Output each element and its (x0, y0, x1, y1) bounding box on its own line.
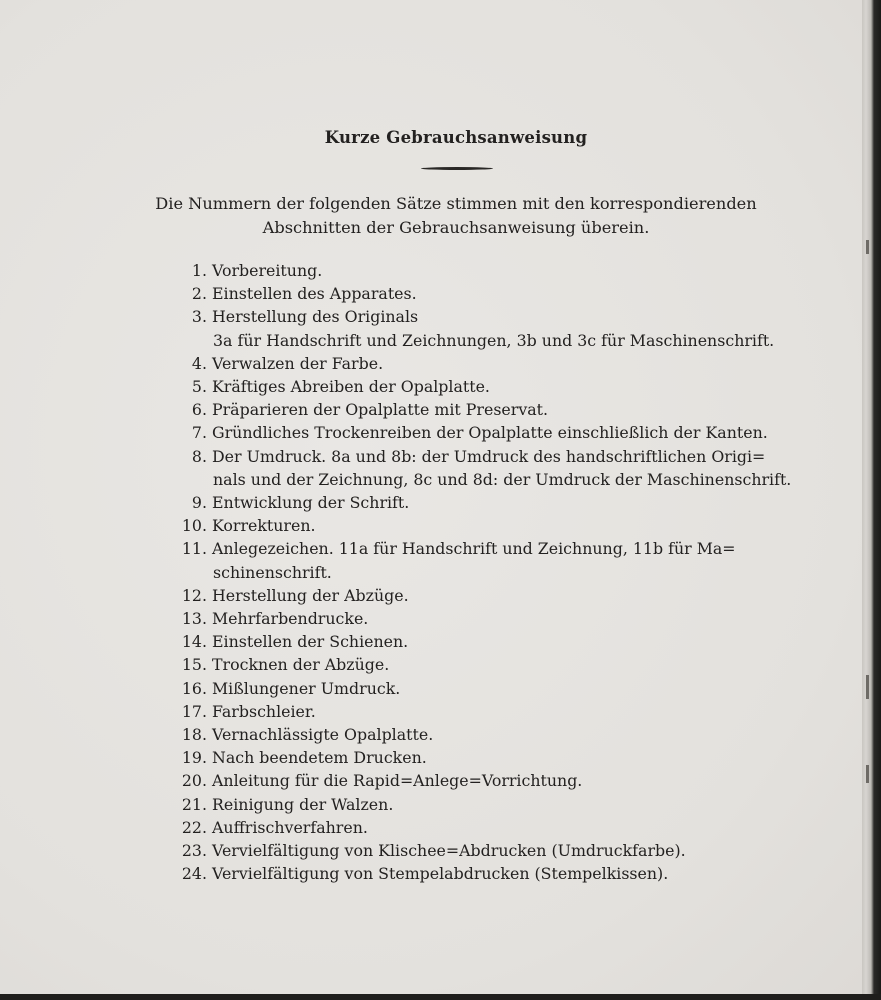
list-item (160, 514, 760, 537)
page-edge-mark (866, 240, 869, 254)
item-number: 3. (191, 307, 207, 327)
item-text-continuation: schinenschrift. (213, 562, 332, 582)
item-text: Präparieren der Opalplatte mit Preservat. (212, 400, 549, 420)
list-item (160, 259, 760, 282)
list-item (160, 445, 792, 491)
item-text: Entwicklung der Schrift. (212, 493, 410, 513)
list-item (160, 746, 760, 769)
item-number: 2. (191, 284, 207, 304)
page-title: Kurze Gebrauchsanweisung (324, 128, 588, 147)
item-number: 5. (191, 377, 207, 397)
item-number: 14. (181, 632, 207, 652)
list-item (160, 352, 760, 375)
item-text: Einstellen des Apparates. (212, 284, 417, 304)
item-number: 9. (191, 493, 207, 513)
page-edge (862, 0, 881, 1000)
item-text-continuation: nals und der Zeichnung, 8c und 8d: der Umdruck der Maschinenschrift. (213, 469, 792, 489)
item-number: 7. (191, 423, 207, 443)
item-text: Nach beendetem Drucken. (212, 748, 427, 768)
item-text: Vernachlässigte Opalplatte. (212, 725, 434, 745)
item-text: Herstellung der Abzüge. (212, 585, 409, 605)
list-item (160, 421, 768, 444)
item-number: 1. (191, 261, 207, 280)
list-item (160, 607, 760, 630)
list-item (160, 769, 760, 792)
list-item (160, 305, 775, 351)
item-number: 4. (191, 353, 207, 373)
item-number: 6. (191, 400, 207, 420)
item-text: Anleitung für die Rapid=Anlege=Vorrichtung. (212, 771, 583, 791)
item-number: 17. (181, 701, 207, 721)
list-item (160, 491, 760, 514)
item-text: Anlegezeichen. 11a für Handschrift und Zeichnung, 11b für Ma= (212, 539, 736, 559)
item-number: 19. (181, 748, 207, 768)
list-item (160, 537, 760, 583)
item-text: Mißlungener Umdruck. (212, 678, 401, 698)
item-number: 16. (181, 678, 207, 698)
item-number: 15. (181, 655, 207, 675)
intro-line: Die Nummern der folgenden Sätze stimmen mit den korrespondierenden (155, 194, 757, 213)
item-text: Vervielfältigung von Klischee=Abdrucken (Umdruckfarbe). (212, 841, 686, 861)
item-number: 13. (181, 609, 207, 629)
item-text: Der Umdruck. 8a und 8b: der Umdruck des handschriftlichen Origi= (212, 446, 766, 466)
instruction-list (160, 259, 792, 885)
list-item (160, 793, 760, 816)
item-text: Auffrischverfahren. (212, 817, 368, 837)
item-text: Einstellen der Schienen. (212, 632, 409, 652)
item-text: Herstellung des Originals (212, 307, 419, 327)
page-edge-mark (866, 765, 869, 783)
item-number: 23. (181, 841, 207, 861)
item-text-continuation: 3a für Handschrift und Zeichnungen, 3b und 3c für Maschinenschrift. (213, 330, 775, 350)
item-number: 21. (181, 794, 207, 814)
list-item (160, 839, 760, 862)
item-text: Farbschleier. (212, 701, 316, 721)
item-number: 20. (181, 771, 207, 791)
list-item (160, 630, 760, 653)
item-text: Reinigung der Walzen. (212, 794, 394, 814)
item-text: Korrekturen. (212, 516, 316, 536)
item-text: Vorbereitung. (212, 261, 323, 280)
item-number: 11. (181, 539, 207, 559)
list-item (160, 282, 760, 305)
item-text: Vervielfältigung von Stempelabdrucken (Stempelkissen). (212, 864, 669, 884)
item-number: 10. (181, 516, 207, 536)
item-number: 8. (191, 446, 207, 466)
list-item (160, 375, 760, 398)
item-number: 22. (181, 817, 207, 837)
item-text: Kräftiges Abreiben der Opalplatte. (212, 377, 490, 397)
list-item (160, 723, 760, 746)
list-item (160, 584, 760, 607)
item-text: Gründliches Trockenreiben der Opalplatte einschließlich der Kanten. (212, 423, 768, 443)
item-text: Verwalzen der Farbe. (212, 353, 384, 373)
item-text: Mehrfarbendrucke. (212, 609, 369, 629)
item-number: 12. (181, 585, 207, 605)
page-edge-mark (866, 675, 869, 699)
list-item (160, 862, 760, 885)
intro-line: Abschnitten der Gebrauchsanweisung überein. (262, 218, 650, 237)
list-item (160, 653, 760, 676)
list-item (160, 700, 760, 723)
item-number: 24. (181, 864, 207, 884)
list-item (160, 677, 760, 700)
item-text: Trocknen der Abzüge. (212, 655, 390, 675)
page-bottom-shadow (0, 994, 881, 1000)
list-item (160, 398, 760, 421)
list-item (160, 816, 760, 839)
item-number: 18. (181, 725, 207, 745)
title-divider (421, 167, 493, 170)
intro-paragraph (150, 192, 762, 240)
